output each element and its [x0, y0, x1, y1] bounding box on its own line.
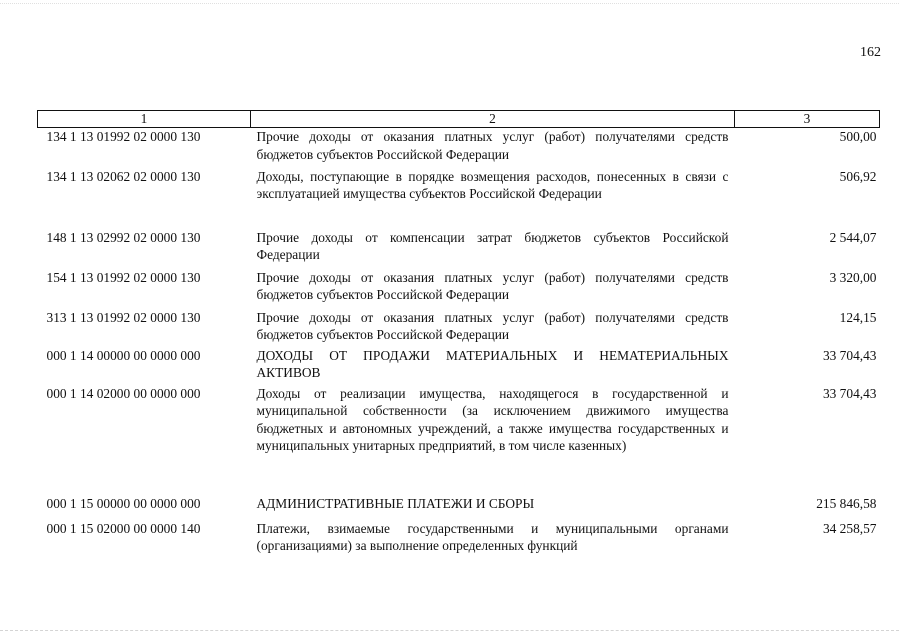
- revenue-amount: 124,15: [839, 309, 877, 325]
- column-header-2: 2: [251, 111, 735, 128]
- revenue-amount: 3 320,00: [829, 269, 877, 285]
- revenue-description: Доходы, поступающие в порядке возмещения расходов, понесенных в связи с эксплуатацией имущества субъектов Российской Федерации: [256, 168, 729, 201]
- revenue-amount: 33 704,43: [822, 347, 877, 363]
- column-header-3: 3: [735, 111, 880, 128]
- revenue-description: Прочие доходы от оказания платных услуг (работ) получателями средств бюджетов субъектов Российской Федерации: [256, 129, 729, 162]
- table-row: [38, 168, 880, 229]
- revenue-code: 148 1 13 02992 02 0000 130: [46, 229, 201, 245]
- budget-revenue-table: [37, 110, 880, 558]
- revenue-code: 000 1 15 00000 00 0000 000: [46, 495, 201, 511]
- table-header-row: [38, 111, 880, 128]
- revenue-amount: 215 846,58: [816, 495, 877, 511]
- scan-edge-bottom: [0, 630, 899, 632]
- revenue-code: 000 1 14 02000 00 0000 000: [46, 385, 201, 401]
- table-row: [38, 385, 880, 495]
- revenue-description: Платежи, взимаемые государственными и муниципальными органами (организациями) за выполнение определенных функций: [256, 520, 729, 553]
- table-row: [38, 128, 880, 168]
- revenue-code: 154 1 13 01992 02 0000 130: [46, 269, 201, 285]
- table-row: [38, 229, 880, 269]
- revenue-code: 313 1 13 01992 02 0000 130: [46, 309, 201, 325]
- revenue-description: Прочие доходы от оказания платных услуг (работ) получателями средств бюджетов субъектов Российской Федерации: [256, 309, 729, 342]
- revenue-code: 134 1 13 01992 02 0000 130: [46, 129, 201, 144]
- revenue-description: Доходы от реализации имущества, находящегося в государственной и муниципальной собственности (за исключением движимого имущества бюджетных и автономных учреждений, а также имущества государственных и муниципальных унитарных предприятий, в том числе казенных): [256, 385, 729, 453]
- revenue-description: АДМИНИСТРАТИВНЫЕ ПЛАТЕЖИ И СБОРЫ: [256, 495, 535, 511]
- revenue-description: ДОХОДЫ ОТ ПРОДАЖИ МАТЕРИАЛЬНЫХ И НЕМАТЕРИАЛЬНЫХ АКТИВОВ: [256, 347, 729, 380]
- page-number: 162: [860, 45, 881, 60]
- table-row: [38, 495, 880, 520]
- revenue-amount: 500,00: [839, 129, 877, 144]
- revenue-code: 000 1 14 00000 00 0000 000: [46, 347, 201, 363]
- revenue-amount: 34 258,57: [822, 520, 877, 536]
- revenue-amount: 33 704,43: [822, 385, 877, 401]
- table-row: [38, 269, 880, 309]
- revenue-amount: 506,92: [839, 168, 877, 184]
- table-row: [38, 520, 880, 558]
- revenue-description: Прочие доходы от оказания платных услуг (работ) получателями средств бюджетов субъектов Российской Федерации: [256, 269, 729, 302]
- table-row: [38, 347, 880, 385]
- table-row: [38, 309, 880, 347]
- revenue-code: 134 1 13 02062 02 0000 130: [46, 168, 201, 184]
- revenue-description: Прочие доходы от компенсации затрат бюджетов субъектов Российской Федерации: [256, 229, 729, 262]
- revenue-code: 000 1 15 02000 00 0000 140: [46, 520, 201, 536]
- revenue-amount: 2 544,07: [829, 229, 877, 245]
- column-header-1: 1: [38, 111, 251, 128]
- scan-edge-top: [0, 3, 899, 5]
